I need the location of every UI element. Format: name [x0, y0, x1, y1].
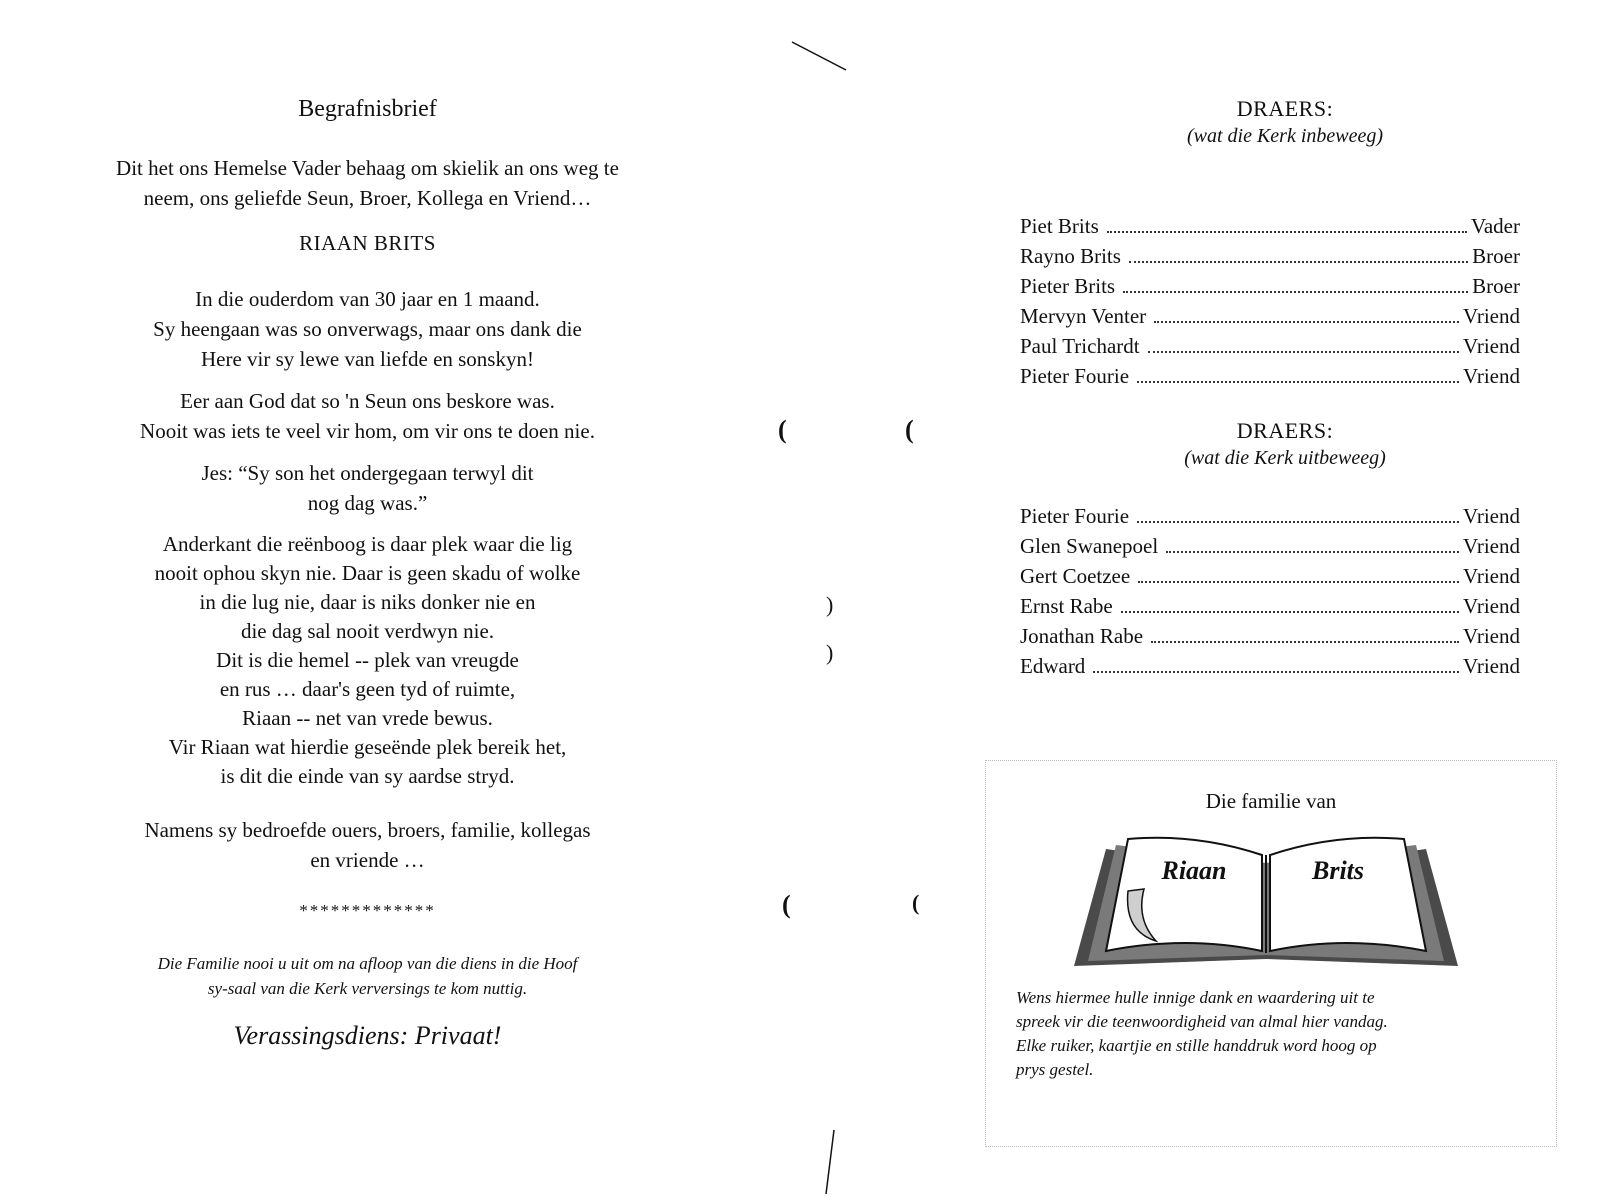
bearer-row	[1020, 331, 1520, 361]
poem-paragraph	[55, 530, 680, 791]
intro-line: Dit het ons Hemelse Vader behaag om skielik an ons weg te	[116, 156, 619, 180]
intro-line: neem, ons geliefde Seun, Broer, Kollega en Vriend…	[143, 186, 592, 210]
bearer-name: Pieter Fourie	[1020, 364, 1130, 388]
dot-leader	[1107, 231, 1467, 233]
honor-paragraph	[55, 386, 680, 446]
bearer-name: Pieter Brits	[1020, 274, 1116, 298]
dot-leader	[1121, 611, 1459, 613]
bearer-row	[1020, 501, 1520, 531]
bearer-row	[1020, 651, 1520, 681]
bearer-role: Vriend	[1462, 654, 1520, 678]
bearer-name: Gert Coetzee	[1020, 564, 1131, 588]
poem-line: Vir Riaan wat hierdie geseënde plek bereik het,	[168, 735, 567, 759]
bearers-out-subheading: (wat die Kerk uitbeweeg)	[1184, 447, 1386, 469]
private-service-note: Verassingsdiens: Privaat!	[233, 1021, 502, 1050]
bearer-row	[1020, 211, 1520, 241]
bearers-in-subheading: (wat die Kerk inbeweeg)	[1186, 125, 1384, 147]
binding-mark: (	[782, 890, 791, 919]
dot-leader	[1123, 291, 1468, 293]
poem-line: Dit is die hemel -- plek van vreugde	[216, 648, 519, 672]
intro-paragraph	[55, 153, 680, 213]
bearers-in-heading: DRAERS:	[1236, 96, 1334, 121]
verse-line: Jes: “Sy son het ondergegaan terwyl dit	[201, 461, 534, 485]
bearers-out-list	[1020, 501, 1550, 681]
bearer-row	[1020, 271, 1520, 301]
bearer-row	[1020, 301, 1520, 331]
verse-paragraph	[55, 458, 680, 518]
letter-title: Begrafnisbrief	[298, 96, 437, 122]
poem-line: in die lug nie, daar is niks donker nie en	[199, 590, 536, 614]
binding-mark: (	[778, 415, 787, 444]
bearer-name: Ernst Rabe	[1020, 594, 1113, 618]
bearer-role: Vriend	[1462, 364, 1520, 388]
pen-stroke-top	[790, 38, 850, 78]
dot-leader	[1129, 261, 1468, 263]
dot-leader	[1093, 671, 1459, 673]
binding-mark: (	[905, 415, 914, 444]
age-line: Sy heengaan was so onverwags, maar ons dank die	[153, 317, 582, 341]
dot-leader	[1166, 551, 1459, 553]
note-line: Die Familie nooi u uit om na afloop van die diens in die Hoof	[157, 954, 578, 973]
dot-leader	[1154, 321, 1459, 323]
behalf-line: Namens sy bedroefde ouers, broers, familie, kollegas	[144, 818, 591, 842]
dot-leader	[1137, 381, 1459, 383]
age-line: Here vir sy lewe van liefde en sonskyn!	[201, 347, 534, 371]
poem-line: die dag sal nooit verdwyn nie.	[240, 619, 495, 643]
bearer-row	[1020, 241, 1520, 271]
bearer-role: Vader	[1471, 214, 1520, 238]
bearer-role: Vriend	[1462, 594, 1520, 618]
bearer-row	[1020, 621, 1520, 651]
bearer-name: Jonathan Rabe	[1020, 624, 1144, 648]
refreshment-note	[55, 951, 680, 1001]
bearer-row	[1020, 361, 1520, 391]
bearer-role: Vriend	[1462, 534, 1520, 558]
honor-line: Nooit was iets te veel vir hom, om vir ons te doen nie.	[140, 419, 595, 443]
verse-line: nog dag was.”	[307, 491, 428, 515]
right-page	[1020, 95, 1550, 681]
bearer-role: Vriend	[1462, 334, 1520, 358]
bearer-name: Mervyn Venter	[1020, 304, 1147, 328]
bearer-name: Paul Trichardt	[1020, 334, 1140, 358]
bearer-name: Rayno Brits	[1020, 244, 1121, 268]
pen-stroke-bottom	[820, 1128, 840, 1198]
thanks-paragraph	[1016, 986, 1496, 1082]
book-left-word: Riaan	[1161, 856, 1227, 885]
dot-leader	[1151, 641, 1459, 643]
poem-line: Anderkant die reënboog is daar plek waar die lig	[162, 532, 573, 556]
book-right-word: Brits	[1311, 856, 1365, 885]
dot-leader	[1138, 581, 1459, 583]
note-line: sy-saal van die Kerk verversings te kom nuttig.	[207, 979, 528, 998]
bearer-name: Piet Brits	[1020, 214, 1099, 238]
age-paragraph	[55, 284, 680, 374]
age-line: In die ouderdom van 30 jaar en 1 maand.	[195, 287, 540, 311]
behalf-line: en vriende …	[310, 848, 425, 872]
bearer-role: Vriend	[1462, 564, 1520, 588]
bearer-name: Pieter Fourie	[1020, 504, 1130, 528]
binding-mark: )	[826, 592, 834, 617]
star-divider: *************	[299, 901, 436, 920]
bearer-name: Glen Swanepoel	[1020, 534, 1159, 558]
left-page	[55, 90, 680, 1051]
binding-mark: (	[912, 890, 920, 915]
bearer-row	[1020, 531, 1520, 561]
deceased-name: RIAAN BRITS	[299, 231, 436, 255]
bearer-row	[1020, 591, 1520, 621]
bearers-in-list	[1020, 211, 1550, 391]
thanks-line: Wens hiermee hulle innige dank en waardering uit te	[1016, 988, 1375, 1007]
poem-line: nooit ophou skyn nie. Daar is geen skadu of wolke	[154, 561, 581, 585]
family-box-title: Die familie van	[1205, 789, 1337, 813]
family-thanks-box	[985, 760, 1557, 1147]
honor-line: Eer aan God dat so 'n Seun ons beskore was.	[180, 389, 555, 413]
thanks-line: Elke ruiker, kaartjie en stille handdruk word hoog op	[1016, 1036, 1377, 1055]
behalf-paragraph	[55, 815, 680, 875]
binding-mark: )	[826, 640, 834, 665]
poem-line: en rus … daar's geen tyd of ruimte,	[219, 677, 516, 701]
open-book-icon	[1066, 831, 1466, 971]
bearer-role: Vriend	[1462, 624, 1520, 648]
bearer-name: Edward	[1020, 654, 1086, 678]
poem-line: is dit die einde van sy aardse stryd.	[220, 764, 515, 788]
bearers-out-heading: DRAERS:	[1236, 418, 1334, 443]
poem-line: Riaan -- net van vrede bewus.	[242, 706, 493, 730]
bearer-role: Broer	[1472, 274, 1520, 298]
bearer-role: Vriend	[1462, 304, 1520, 328]
thanks-line: prys gestel.	[1016, 1060, 1094, 1079]
bearer-role: Vriend	[1462, 504, 1520, 528]
dot-leader	[1148, 351, 1459, 353]
bearer-role: Broer	[1472, 244, 1520, 268]
bearer-row	[1020, 561, 1520, 591]
thanks-line: spreek vir die teenwoordigheid van almal hier vandag.	[1016, 1012, 1388, 1031]
dot-leader	[1137, 521, 1459, 523]
